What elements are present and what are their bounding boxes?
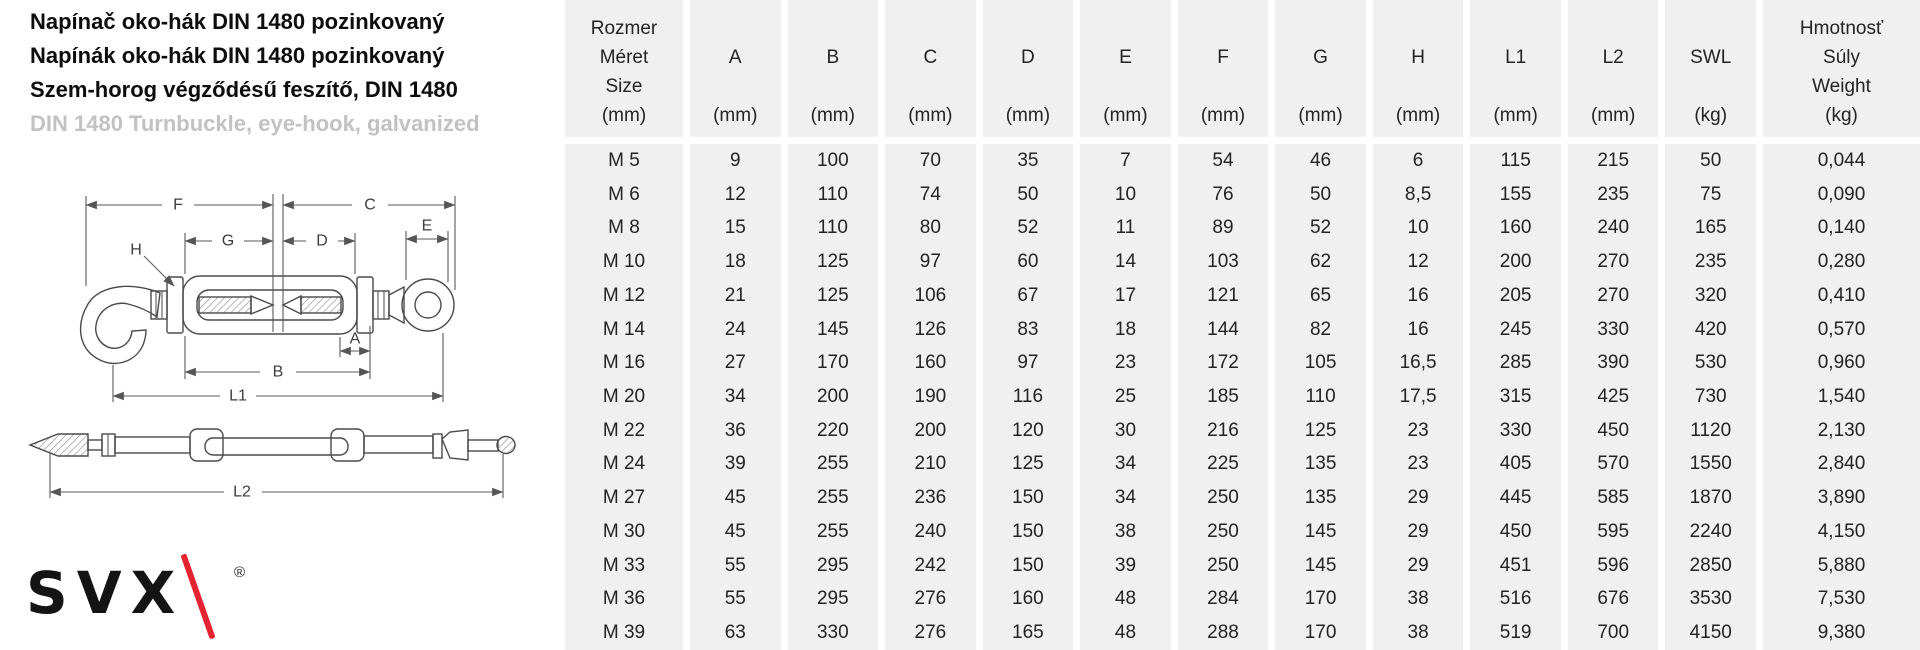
header-unit: (mm)	[810, 105, 855, 126]
data-cell: 240	[885, 515, 976, 549]
data-cell: 145	[788, 313, 879, 347]
data-cell: 0,140	[1763, 211, 1920, 245]
data-cell: 145	[1275, 549, 1366, 583]
data-cell: 6	[1373, 144, 1464, 178]
header-cell-g	[1275, 0, 1366, 137]
data-cell: 116	[983, 380, 1074, 414]
data-cell: 135	[1275, 448, 1366, 482]
data-cell: 255	[788, 448, 879, 482]
dim-label-C: C	[364, 196, 376, 214]
data-cell: 10	[1373, 211, 1464, 245]
row-size-cell: M 12	[565, 279, 683, 313]
data-cell: 52	[1275, 211, 1366, 245]
data-cell: 2,130	[1763, 414, 1920, 448]
header-line: A	[728, 46, 742, 68]
data-cell: 235	[1568, 178, 1659, 212]
data-cell: 121	[1178, 279, 1269, 313]
dim-E	[406, 218, 448, 240]
data-cell: 530	[1665, 346, 1756, 380]
header-label	[1505, 9, 1526, 105]
data-cell: 210	[885, 448, 976, 482]
data-cell: 236	[885, 481, 976, 515]
data-cell: 125	[1275, 414, 1366, 448]
data-cell: 55	[690, 549, 781, 583]
data-cell: 165	[983, 616, 1074, 650]
extension-lines	[86, 194, 455, 402]
data-cell: 1870	[1665, 481, 1756, 515]
row-size-cell: M 10	[565, 245, 683, 279]
data-cell: 50	[983, 178, 1074, 212]
header-unit: (mm)	[1395, 105, 1441, 126]
table-body	[565, 144, 1920, 650]
header-line: L1	[1505, 46, 1527, 68]
data-cell: 276	[885, 583, 976, 617]
data-cell: 205	[1470, 279, 1561, 313]
body-bar	[205, 438, 348, 455]
data-cell: 105	[1275, 346, 1366, 380]
registered-mark: ®	[234, 564, 246, 581]
data-cell: 172	[1178, 346, 1269, 380]
data-cell: 295	[788, 583, 879, 617]
header-label	[1690, 9, 1731, 105]
title-line-hu: Szem-horog végződésű feszítő, DIN 1480	[30, 77, 458, 102]
dim-label-L2: L2	[233, 483, 251, 501]
data-cell: 74	[885, 178, 976, 212]
data-cell: 18	[690, 245, 781, 279]
data-cell: 445	[1470, 481, 1561, 515]
data-cell: 110	[788, 178, 879, 212]
data-cell: 320	[1665, 279, 1756, 313]
logo-slash-icon	[180, 554, 215, 640]
dim-L1	[113, 388, 443, 405]
data-cell: 676	[1568, 583, 1659, 617]
eye-shape	[389, 279, 454, 331]
data-cell: 155	[1470, 178, 1561, 212]
data-cell: 270	[1568, 279, 1659, 313]
data-cell: 700	[1568, 616, 1659, 650]
data-cell: 50	[1275, 178, 1366, 212]
header-cell-l1	[1470, 0, 1561, 137]
data-cell: 23	[1373, 448, 1464, 482]
data-cell: 106	[885, 279, 976, 313]
data-cell: 519	[1470, 616, 1561, 650]
data-cell: 170	[788, 346, 879, 380]
data-cell: 170	[1275, 583, 1366, 617]
title-line-en: DIN 1480 Turnbuckle, eye-hook, galvanized	[30, 111, 480, 136]
data-cell: 170	[1275, 616, 1366, 650]
row-size-cell: M 5	[565, 144, 683, 178]
left-rod	[115, 437, 190, 453]
data-cell: 45	[690, 481, 781, 515]
data-cell: 12	[690, 178, 781, 212]
header-cell-e	[1080, 0, 1171, 137]
header-line: G	[1313, 46, 1328, 68]
rod-flare	[442, 430, 468, 460]
row-size-cell: M 24	[565, 448, 683, 482]
brand-logo	[26, 550, 276, 648]
header-label	[1119, 9, 1132, 105]
header-label	[1411, 9, 1425, 105]
header-line: Méret	[599, 46, 649, 68]
data-cell: 15	[690, 211, 781, 245]
header-label	[1800, 9, 1883, 105]
data-cell: 240	[1568, 211, 1659, 245]
header-line: E	[1119, 46, 1132, 68]
row-size-cell: M 22	[565, 414, 683, 448]
header-cell-l2	[1568, 0, 1659, 137]
data-cell: 27	[690, 346, 781, 380]
dim-G	[185, 233, 273, 250]
header-label	[591, 9, 658, 105]
data-cell: 451	[1470, 549, 1561, 583]
header-line: B	[826, 46, 840, 68]
right-rod	[364, 436, 433, 453]
data-cell: 97	[983, 346, 1074, 380]
header-unit: (mm)	[1591, 105, 1636, 126]
header-unit: (mm)	[1005, 105, 1051, 126]
data-cell: 48	[1080, 583, 1171, 617]
data-cell: 150	[983, 481, 1074, 515]
header-cell-hmotnos	[1763, 0, 1920, 137]
data-cell: 125	[788, 245, 879, 279]
header-unit: (mm)	[601, 105, 647, 126]
title-line-cz: Napínák oko-hák DIN 1480 pozinkovaný	[30, 43, 445, 68]
header-unit: (mm)	[1493, 105, 1538, 126]
data-cell: 110	[1275, 380, 1366, 414]
logo-text: SVX	[26, 559, 185, 627]
header-cell-d	[983, 0, 1074, 137]
data-cell: 4150	[1665, 616, 1756, 650]
data-cell: 70	[885, 144, 976, 178]
header-line: Rozmer	[590, 17, 658, 39]
data-cell: 39	[1080, 549, 1171, 583]
data-cell: 425	[1568, 380, 1659, 414]
row-size-cell: M 27	[565, 481, 683, 515]
data-cell: 76	[1178, 178, 1269, 212]
rod-tip	[30, 434, 88, 456]
header-line: D	[1021, 46, 1035, 68]
dim-B	[185, 364, 370, 381]
data-cell: 0,044	[1763, 144, 1920, 178]
header-line: C	[923, 46, 938, 68]
data-cell: 250	[1178, 481, 1269, 515]
extended-turnbuckle-drawing	[30, 429, 515, 501]
data-cell: 16	[1373, 313, 1464, 347]
data-cell: 29	[1373, 549, 1464, 583]
data-cell: 7,530	[1763, 583, 1920, 617]
data-cell: 570	[1568, 448, 1659, 482]
data-cell: 34	[1080, 481, 1171, 515]
data-cell: 82	[1275, 313, 1366, 347]
dim-H	[130, 242, 174, 287]
data-cell: 450	[1470, 515, 1561, 549]
data-cell: 276	[885, 616, 976, 650]
table-header	[565, 0, 1920, 137]
header-unit: (kg)	[1825, 105, 1858, 126]
header-line: F	[1217, 46, 1229, 68]
header-line: Hmotnosť	[1799, 17, 1884, 39]
hook-shape	[81, 286, 160, 363]
dim-F	[86, 197, 273, 214]
data-cell: 295	[788, 549, 879, 583]
data-cell: 135	[1275, 481, 1366, 515]
data-cell: 63	[690, 616, 781, 650]
dim-label-F: F	[173, 196, 183, 214]
header-label	[1021, 9, 1035, 105]
header-line: Weight	[1812, 75, 1871, 97]
header-unit: (mm)	[908, 105, 953, 126]
frame-body	[183, 276, 357, 334]
dim-label-E: E	[421, 217, 433, 235]
data-cell: 2850	[1665, 549, 1756, 583]
data-cell: 330	[1568, 313, 1659, 347]
data-cell: 125	[983, 448, 1074, 482]
data-cell: 730	[1665, 380, 1756, 414]
header-unit: (kg)	[1694, 105, 1728, 126]
data-cell: 21	[690, 279, 781, 313]
data-cell: 14	[1080, 245, 1171, 279]
data-cell: 36	[690, 414, 781, 448]
data-cell: 150	[983, 515, 1074, 549]
row-size-cell: M 6	[565, 178, 683, 212]
data-cell: 0,280	[1763, 245, 1920, 279]
header-line: L2	[1602, 46, 1624, 68]
data-cell: 250	[1178, 549, 1269, 583]
data-cell: 67	[983, 279, 1074, 313]
data-cell: 126	[885, 313, 976, 347]
data-cell: 3530	[1665, 583, 1756, 617]
left-shank	[151, 277, 183, 333]
header-label	[826, 9, 839, 105]
data-cell: 18	[1080, 313, 1171, 347]
data-cell: 250	[1178, 515, 1269, 549]
header-unit: (mm)	[1200, 105, 1246, 126]
data-cell: 405	[1470, 448, 1561, 482]
left-bracket	[190, 429, 223, 461]
data-cell: 255	[788, 481, 879, 515]
data-cell: 80	[885, 211, 976, 245]
data-cell: 315	[1470, 380, 1561, 414]
row-size-cell: M 33	[565, 549, 683, 583]
header-cell-a	[690, 0, 781, 137]
data-cell: 450	[1568, 414, 1659, 448]
data-cell: 220	[788, 414, 879, 448]
header-line: Súly	[1823, 46, 1860, 68]
data-cell: 216	[1178, 414, 1269, 448]
data-cell: 12	[1373, 245, 1464, 279]
data-cell: 7	[1080, 144, 1171, 178]
data-cell: 16,5	[1373, 346, 1464, 380]
data-cell: 38	[1373, 616, 1464, 650]
header-cell-h	[1373, 0, 1464, 137]
row-size-cell: M 36	[565, 583, 683, 617]
data-cell: 120	[983, 414, 1074, 448]
data-cell: 103	[1178, 245, 1269, 279]
spec-table	[565, 0, 1920, 650]
row-size-cell: M 16	[565, 346, 683, 380]
data-cell: 1120	[1665, 414, 1756, 448]
header-cell-f	[1178, 0, 1269, 137]
data-cell: 50	[1665, 144, 1756, 178]
data-cell: 54	[1178, 144, 1269, 178]
header-unit: (mm)	[1298, 105, 1343, 126]
data-cell: 2,840	[1763, 448, 1920, 482]
data-cell: 9	[690, 144, 781, 178]
header-cell-rozmer	[565, 0, 683, 137]
data-cell: 160	[885, 346, 976, 380]
data-cell: 200	[885, 414, 976, 448]
data-cell: 200	[788, 380, 879, 414]
data-cell: 0,090	[1763, 178, 1920, 212]
data-cell: 38	[1373, 583, 1464, 617]
data-cell: 65	[1275, 279, 1366, 313]
data-cell: 270	[1568, 245, 1659, 279]
data-cell: 1550	[1665, 448, 1756, 482]
data-cell: 255	[788, 515, 879, 549]
data-cell: 160	[1470, 211, 1561, 245]
data-cell: 1,540	[1763, 380, 1920, 414]
row-size-cell: M 30	[565, 515, 683, 549]
data-cell: 3,890	[1763, 481, 1920, 515]
data-cell: 516	[1470, 583, 1561, 617]
dim-label-L1: L1	[229, 387, 247, 405]
data-cell: 185	[1178, 380, 1269, 414]
header-cell-swl	[1665, 0, 1756, 137]
data-cell: 4,150	[1763, 515, 1920, 549]
data-cell: 215	[1568, 144, 1659, 178]
header-line: H	[1411, 46, 1425, 68]
header-cell-c	[885, 0, 976, 137]
header-label	[923, 9, 937, 105]
data-cell: 8,5	[1373, 178, 1464, 212]
data-cell: 11	[1080, 211, 1171, 245]
data-cell: 48	[1080, 616, 1171, 650]
data-cell: 100	[788, 144, 879, 178]
data-cell: 38	[1080, 515, 1171, 549]
data-cell: 595	[1568, 515, 1659, 549]
row-size-cell: M 20	[565, 380, 683, 414]
data-cell: 9,380	[1763, 616, 1920, 650]
data-cell: 34	[1080, 448, 1171, 482]
data-cell: 115	[1470, 144, 1561, 178]
data-cell: 390	[1568, 346, 1659, 380]
dim-label-D: D	[316, 232, 328, 250]
assembled-turnbuckle-drawing	[81, 194, 455, 405]
data-cell: 190	[885, 380, 976, 414]
row-size-cell: M 14	[565, 313, 683, 347]
data-cell: 45	[690, 515, 781, 549]
data-cell: 245	[1470, 313, 1561, 347]
data-cell: 35	[983, 144, 1074, 178]
dim-label-B: B	[272, 363, 284, 381]
data-cell: 330	[788, 616, 879, 650]
data-cell: 62	[1275, 245, 1366, 279]
data-cell: 225	[1178, 448, 1269, 482]
data-cell: 288	[1178, 616, 1269, 650]
data-cell: 17	[1080, 279, 1171, 313]
data-cell: 23	[1080, 346, 1171, 380]
row-size-cell: M 39	[565, 616, 683, 650]
data-cell: 242	[885, 549, 976, 583]
header-line: Size	[605, 75, 643, 97]
data-cell: 24	[690, 313, 781, 347]
data-cell: 330	[1470, 414, 1561, 448]
header-label	[729, 9, 742, 105]
data-cell: 17,5	[1373, 380, 1464, 414]
dim-label-G: G	[221, 232, 235, 250]
data-cell: 29	[1373, 481, 1464, 515]
header-cell-b	[788, 0, 879, 137]
data-cell: 235	[1665, 245, 1756, 279]
data-cell: 52	[983, 211, 1074, 245]
data-cell: 0,960	[1763, 346, 1920, 380]
data-cell: 0,410	[1763, 279, 1920, 313]
data-cell: 125	[788, 279, 879, 313]
data-cell: 585	[1568, 481, 1659, 515]
dim-label-A: A	[349, 330, 361, 348]
data-cell: 0,570	[1763, 313, 1920, 347]
header-unit: (mm)	[1103, 105, 1148, 126]
rod-end-cap	[497, 437, 515, 454]
dim-L2	[50, 452, 503, 501]
data-cell: 89	[1178, 211, 1269, 245]
title-line-sk: Napínač oko-hák DIN 1480 pozinkovaný	[30, 9, 445, 34]
header-label	[1313, 9, 1328, 105]
data-cell: 39	[690, 448, 781, 482]
header-unit: (mm)	[713, 105, 758, 126]
data-cell: 83	[983, 313, 1074, 347]
technical-drawing	[0, 140, 535, 520]
product-titles	[30, 5, 480, 141]
data-cell: 284	[1178, 583, 1269, 617]
data-cell: 145	[1275, 515, 1366, 549]
header-label	[1603, 9, 1624, 105]
header-label	[1217, 9, 1229, 105]
data-cell: 46	[1275, 144, 1366, 178]
data-cell: 2240	[1665, 515, 1756, 549]
right-shank	[357, 277, 389, 333]
data-cell: 16	[1373, 279, 1464, 313]
row-size-cell: M 8	[565, 211, 683, 245]
dim-D	[283, 233, 355, 250]
data-cell: 30	[1080, 414, 1171, 448]
data-cell: 285	[1470, 346, 1561, 380]
data-cell: 25	[1080, 380, 1171, 414]
data-cell: 34	[690, 380, 781, 414]
data-cell: 165	[1665, 211, 1756, 245]
dim-label-H: H	[130, 241, 142, 259]
data-cell: 10	[1080, 178, 1171, 212]
data-cell: 200	[1470, 245, 1561, 279]
data-cell: 110	[788, 211, 879, 245]
data-cell: 55	[690, 583, 781, 617]
data-cell: 29	[1373, 515, 1464, 549]
data-cell: 160	[983, 583, 1074, 617]
dim-C	[283, 197, 455, 214]
data-cell: 144	[1178, 313, 1269, 347]
data-cell: 60	[983, 245, 1074, 279]
data-cell: 97	[885, 245, 976, 279]
data-cell: 23	[1373, 414, 1464, 448]
data-cell: 596	[1568, 549, 1659, 583]
header-line: SWL	[1690, 46, 1732, 68]
data-cell: 420	[1665, 313, 1756, 347]
data-cell: 150	[983, 549, 1074, 583]
data-cell: 5,880	[1763, 549, 1920, 583]
data-cell: 75	[1665, 178, 1756, 212]
